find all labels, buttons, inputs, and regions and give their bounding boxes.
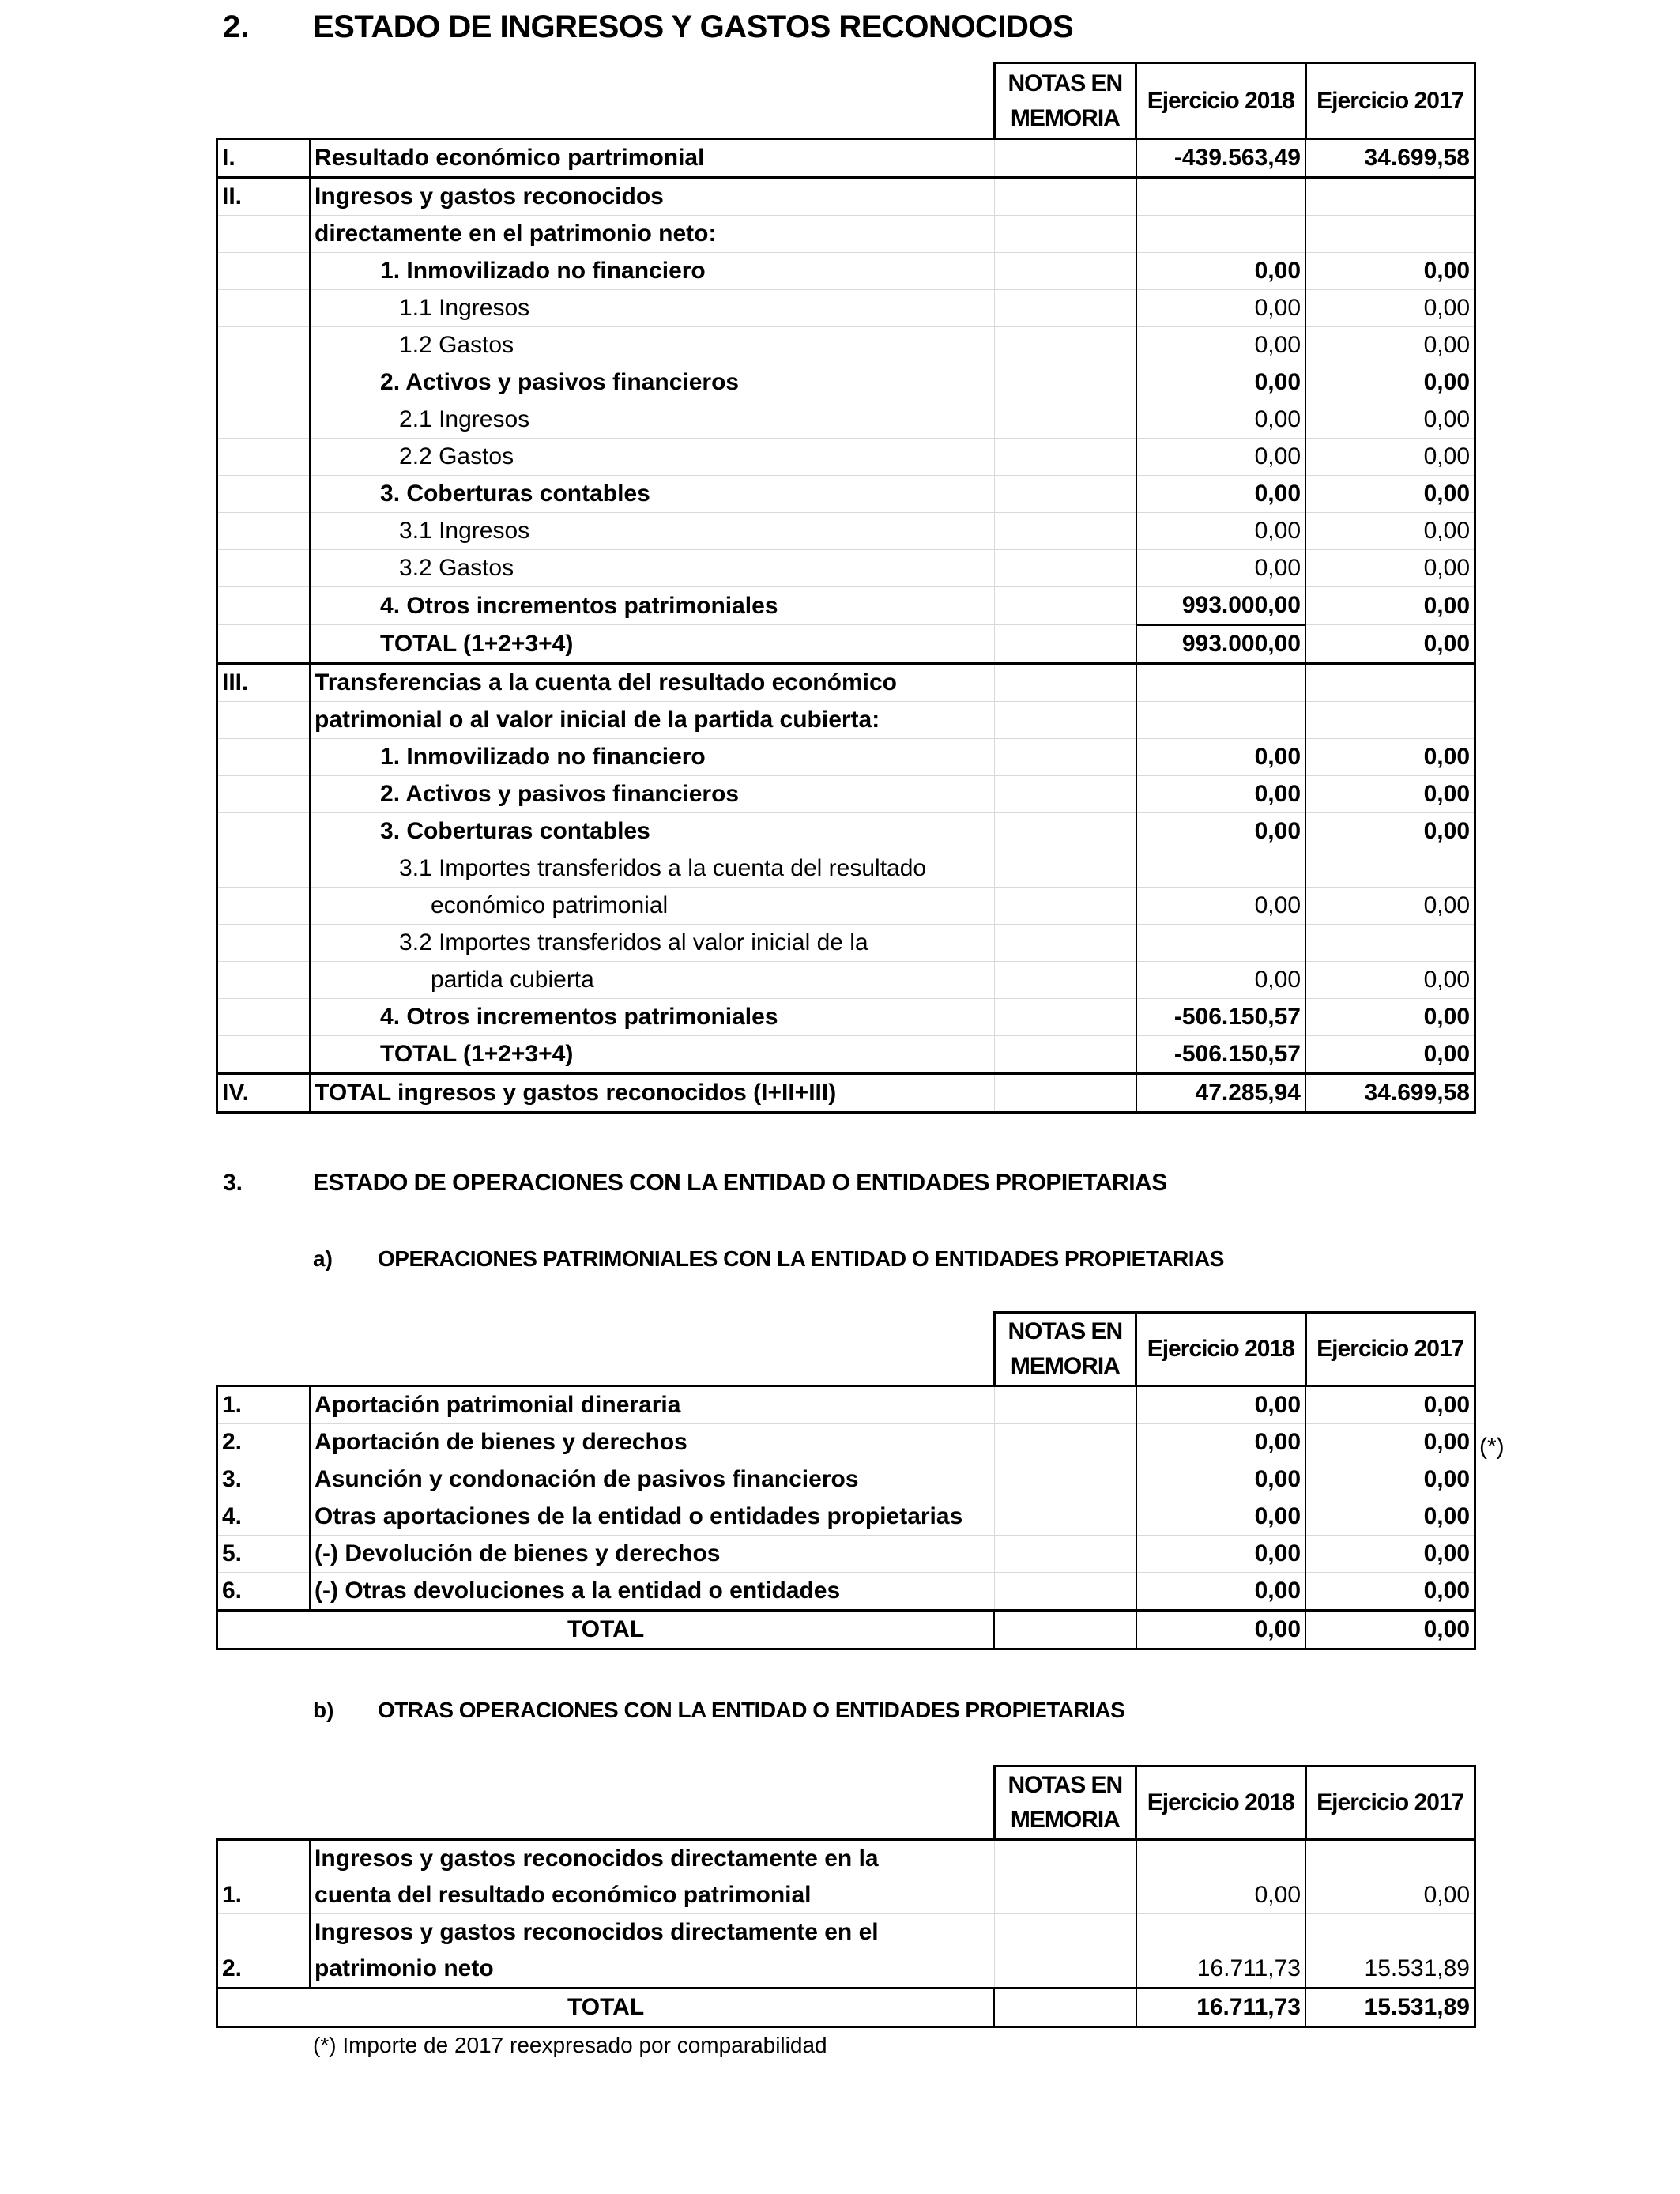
row-notas bbox=[994, 1386, 1136, 1424]
table-row bbox=[217, 550, 1475, 587]
row-code bbox=[217, 625, 311, 664]
col-2017-header: Ejercicio 2017 bbox=[1305, 1766, 1475, 1840]
row-value-2017: 0,00 bbox=[1305, 813, 1475, 850]
row-notas bbox=[994, 587, 1136, 625]
footnote: (*) Importe de 2017 reexpresado por comparabilidad bbox=[313, 2033, 827, 2057]
row-label: TOTAL (1+2+3+4) bbox=[310, 625, 994, 664]
row-code bbox=[217, 513, 311, 550]
table-row bbox=[217, 216, 1475, 253]
row-code bbox=[217, 476, 311, 513]
notas-header bbox=[994, 1766, 1136, 1840]
table-row bbox=[217, 925, 1475, 962]
row-code: 1. bbox=[217, 1840, 311, 1914]
row-notas bbox=[994, 439, 1136, 476]
table-row bbox=[217, 327, 1475, 364]
row-value-2017: 0,00 bbox=[1305, 888, 1475, 925]
table-row bbox=[217, 1036, 1475, 1074]
row-notas bbox=[994, 1461, 1136, 1498]
table-row bbox=[217, 364, 1475, 401]
section-2-number: 2. bbox=[223, 9, 250, 44]
row-value-2017: 0,00 bbox=[1305, 290, 1475, 327]
row-value-2017: 0,00 bbox=[1305, 1386, 1475, 1424]
row-code bbox=[217, 925, 311, 962]
row-notas bbox=[994, 476, 1136, 513]
row-value-2017: 0,00 bbox=[1305, 439, 1475, 476]
row-code bbox=[217, 888, 311, 925]
subsection-b-title: OTRAS OPERACIONES CON LA ENTIDAD O ENTIDADES PROPIETARIAS bbox=[378, 1698, 1125, 1722]
row-label: (-) Otras devoluciones a la entidad o entidades bbox=[310, 1573, 994, 1611]
row-label: TOTAL (1+2+3+4) bbox=[310, 1036, 994, 1074]
row-label: económico patrimonial bbox=[310, 888, 994, 925]
row-value-2018: 0,00 bbox=[1136, 401, 1305, 439]
row-notas bbox=[994, 364, 1136, 401]
row-notas bbox=[994, 1989, 1136, 2027]
row-code: 5. bbox=[217, 1536, 311, 1573]
row-value-2017: 0,00 bbox=[1305, 327, 1475, 364]
row-notas bbox=[994, 1536, 1136, 1573]
row-value-2018: 0,00 bbox=[1136, 290, 1305, 327]
row-notas bbox=[994, 1611, 1136, 1649]
row-value-2018: 0,00 bbox=[1136, 550, 1305, 587]
row-notas bbox=[994, 178, 1136, 216]
section-2-title: ESTADO DE INGRESOS Y GASTOS RECONOCIDOS bbox=[313, 9, 1074, 44]
row-value-2018: -506.150,57 bbox=[1136, 1036, 1305, 1074]
row-label: 3.2 Gastos bbox=[310, 550, 994, 587]
row-code bbox=[217, 550, 311, 587]
row-code: 1. bbox=[217, 1386, 311, 1424]
row-code: I. bbox=[217, 139, 311, 178]
row-value-2018: 993.000,00 bbox=[1136, 625, 1305, 664]
table-row bbox=[217, 178, 1475, 216]
subsection-a-title: OPERACIONES PATRIMONIALES CON LA ENTIDAD O ENTIDADES PROPIETARIAS bbox=[378, 1246, 1224, 1271]
row-value-2018: -506.150,57 bbox=[1136, 999, 1305, 1036]
row-code: IV. bbox=[217, 1074, 311, 1113]
row-notas bbox=[994, 776, 1136, 813]
table-row bbox=[217, 139, 1475, 178]
row-value-2017: 0,00 bbox=[1305, 739, 1475, 776]
row-code bbox=[217, 739, 311, 776]
row-value-2018: 993.000,00 bbox=[1136, 587, 1305, 625]
row-value-2018: 0,00 bbox=[1136, 1536, 1305, 1573]
notas-header bbox=[994, 1313, 1136, 1386]
operaciones-patrimoniales-table bbox=[216, 1311, 1476, 1650]
row-notas bbox=[994, 327, 1136, 364]
row-notas bbox=[994, 1573, 1136, 1611]
row-value-2018: 0,00 bbox=[1136, 364, 1305, 401]
row-label: 1. Inmovilizado no financiero bbox=[310, 739, 994, 776]
row-label: Otras aportaciones de la entidad o entidades propietarias bbox=[310, 1498, 994, 1536]
row-value-2018 bbox=[1136, 925, 1305, 962]
row-notas bbox=[994, 139, 1136, 178]
row-code bbox=[217, 364, 311, 401]
table-row bbox=[217, 290, 1475, 327]
row-value-2017 bbox=[1305, 178, 1475, 216]
row-value-2018: 0,00 bbox=[1136, 327, 1305, 364]
row-value-2017: 0,00 bbox=[1305, 962, 1475, 999]
row-notas bbox=[994, 999, 1136, 1036]
table-row bbox=[217, 513, 1475, 550]
row-label: 4. Otros incrementos patrimoniales bbox=[310, 587, 994, 625]
row-code bbox=[217, 1036, 311, 1074]
asterisk-mark: (*) bbox=[1479, 1434, 1505, 1460]
table-row bbox=[217, 1386, 1475, 1424]
col-2018-header: Ejercicio 2018 bbox=[1136, 1313, 1305, 1386]
row-code bbox=[217, 850, 311, 888]
row-notas bbox=[994, 1074, 1136, 1113]
row-label: TOTAL ingresos y gastos reconocidos (I+II+III) bbox=[310, 1074, 994, 1113]
row-notas bbox=[994, 888, 1136, 925]
row-value-2017: 0,00 bbox=[1305, 364, 1475, 401]
total-label: TOTAL bbox=[217, 1989, 995, 2027]
row-value-2017: 0,00 bbox=[1305, 1498, 1475, 1536]
row-notas bbox=[994, 550, 1136, 587]
total-row bbox=[217, 1989, 1475, 2027]
row-value-2017: 0,00 bbox=[1305, 476, 1475, 513]
row-value-2017: 0,00 bbox=[1305, 550, 1475, 587]
row-value-2017: 0,00 bbox=[1305, 513, 1475, 550]
row-value-2018: 0,00 bbox=[1136, 776, 1305, 813]
row-notas bbox=[994, 739, 1136, 776]
table-row bbox=[217, 1914, 1475, 1951]
notas-header bbox=[994, 63, 1136, 139]
row-value-2018: 47.285,94 bbox=[1136, 1074, 1305, 1113]
row-value-2017: 0,00 bbox=[1305, 587, 1475, 625]
row-label: 1.2 Gastos bbox=[310, 327, 994, 364]
row-notas bbox=[994, 1424, 1136, 1461]
row-code bbox=[217, 401, 311, 439]
notas-line2: MEMORIA bbox=[1010, 1807, 1120, 1833]
row-notas bbox=[994, 401, 1136, 439]
row-code: 4. bbox=[217, 1498, 311, 1536]
table-row bbox=[217, 850, 1475, 888]
row-label: (-) Devolución de bienes y derechos bbox=[310, 1536, 994, 1573]
table-row bbox=[217, 813, 1475, 850]
row-code: II. bbox=[217, 178, 311, 216]
section-3-title: ESTADO DE OPERACIONES CON LA ENTIDAD O ENTIDADES PROPIETARIAS bbox=[313, 1170, 1167, 1196]
row-label: partida cubierta bbox=[310, 962, 994, 999]
row-label: 3.2 Importes transferidos al valor inicial de la bbox=[310, 925, 994, 962]
table-row bbox=[217, 1424, 1475, 1461]
row-value-2018: 0,00 bbox=[1136, 439, 1305, 476]
row-value-2018: 0,00 bbox=[1136, 253, 1305, 290]
table-row bbox=[217, 1536, 1475, 1573]
row-value-2018: 0,00 bbox=[1136, 1424, 1305, 1461]
total-label: TOTAL bbox=[217, 1611, 995, 1649]
row-code bbox=[217, 587, 311, 625]
table-row bbox=[217, 1573, 1475, 1611]
row-value-2018: 0,00 bbox=[1136, 476, 1305, 513]
table-row bbox=[217, 664, 1475, 702]
row-label: 3. Coberturas contables bbox=[310, 476, 994, 513]
row-notas bbox=[994, 664, 1136, 702]
row-notas bbox=[994, 1840, 1136, 1914]
row-notas bbox=[994, 962, 1136, 999]
row-label: Asunción y condonación de pasivos financieros bbox=[310, 1461, 994, 1498]
table-row bbox=[217, 401, 1475, 439]
row-notas bbox=[994, 850, 1136, 888]
row-label: 2. Activos y pasivos financieros bbox=[310, 364, 994, 401]
col-2018-header: Ejercicio 2018 bbox=[1136, 63, 1305, 139]
row-label: 1.1 Ingresos bbox=[310, 290, 994, 327]
table-row bbox=[217, 1498, 1475, 1536]
section-3-number: 3. bbox=[223, 1170, 243, 1196]
row-value-2018 bbox=[1136, 664, 1305, 702]
table-row bbox=[217, 776, 1475, 813]
row-label: 4. Otros incrementos patrimoniales bbox=[310, 999, 994, 1036]
row-code: III. bbox=[217, 664, 311, 702]
row-value-2017: 0,00 bbox=[1305, 253, 1475, 290]
row-value-2017: 0,00 bbox=[1305, 1424, 1475, 1461]
row-value-2018 bbox=[1136, 850, 1305, 888]
row-value-2017: 15.531,89 bbox=[1305, 1914, 1475, 1989]
row-value-2018: -439.563,49 bbox=[1136, 139, 1305, 178]
row-value-2017: 0,00 bbox=[1305, 1036, 1475, 1074]
table-row bbox=[217, 625, 1475, 664]
row-value-2018: 0,00 bbox=[1136, 813, 1305, 850]
row-value-2018 bbox=[1136, 216, 1305, 253]
row-notas bbox=[994, 925, 1136, 962]
row-label: Aportación patrimonial dineraria bbox=[310, 1386, 994, 1424]
row-value-2018: 0,00 bbox=[1136, 1498, 1305, 1536]
row-value-2017 bbox=[1305, 850, 1475, 888]
row-code bbox=[217, 216, 311, 253]
row-notas bbox=[994, 1914, 1136, 1989]
table-row bbox=[217, 999, 1475, 1036]
row-value-2017: 0,00 bbox=[1305, 999, 1475, 1036]
row-label-line2: cuenta del resultado económico patrimonial bbox=[310, 1877, 994, 1914]
table-row bbox=[217, 1461, 1475, 1498]
row-notas bbox=[994, 1036, 1136, 1074]
row-value-2017: 0,00 bbox=[1305, 1536, 1475, 1573]
row-label-line2: patrimonio neto bbox=[310, 1951, 994, 1989]
row-code: 3. bbox=[217, 1461, 311, 1498]
total-row bbox=[217, 1611, 1475, 1649]
row-value-2018: 0,00 bbox=[1136, 962, 1305, 999]
table-row bbox=[217, 439, 1475, 476]
table-row bbox=[217, 888, 1475, 925]
row-notas bbox=[994, 625, 1136, 664]
row-label: 1. Inmovilizado no financiero bbox=[310, 253, 994, 290]
row-value-2018: 0,00 bbox=[1136, 1573, 1305, 1611]
table-row bbox=[217, 739, 1475, 776]
col-2017-header: Ejercicio 2017 bbox=[1305, 63, 1475, 139]
notas-line1: NOTAS EN bbox=[1008, 70, 1123, 96]
table-row bbox=[217, 587, 1475, 625]
total-value-2018: 16.711,73 bbox=[1136, 1989, 1305, 2027]
row-label: Transferencias a la cuenta del resultado económico bbox=[310, 664, 994, 702]
total-value-2017: 15.531,89 bbox=[1305, 1989, 1475, 2027]
row-code: 2. bbox=[217, 1914, 311, 1989]
notas-line2: MEMORIA bbox=[1010, 104, 1120, 131]
row-label: 2.2 Gastos bbox=[310, 439, 994, 476]
row-label: directamente en el patrimonio neto: bbox=[310, 216, 994, 253]
row-value-2017: 0,00 bbox=[1305, 1840, 1475, 1914]
row-notas bbox=[994, 253, 1136, 290]
row-value-2018: 16.711,73 bbox=[1136, 1914, 1305, 1989]
table-row bbox=[217, 476, 1475, 513]
otras-operaciones-table bbox=[216, 1765, 1476, 2028]
row-value-2017: 0,00 bbox=[1305, 401, 1475, 439]
row-label-line1: Ingresos y gastos reconocidos directamente en el bbox=[310, 1914, 994, 1951]
row-code bbox=[217, 327, 311, 364]
subsection-b-letter: b) bbox=[313, 1698, 334, 1722]
row-value-2018: 0,00 bbox=[1136, 888, 1305, 925]
table-row bbox=[217, 702, 1475, 739]
table-row bbox=[217, 1074, 1475, 1113]
ingresos-gastos-table bbox=[216, 62, 1476, 1114]
row-code: 2. bbox=[217, 1424, 311, 1461]
row-code: 6. bbox=[217, 1573, 311, 1611]
row-value-2018: 0,00 bbox=[1136, 513, 1305, 550]
row-label: 3. Coberturas contables bbox=[310, 813, 994, 850]
row-code bbox=[217, 776, 311, 813]
row-notas bbox=[994, 813, 1136, 850]
row-value-2017: 0,00 bbox=[1305, 776, 1475, 813]
row-code bbox=[217, 813, 311, 850]
row-value-2018 bbox=[1136, 702, 1305, 739]
row-code bbox=[217, 439, 311, 476]
row-code bbox=[217, 999, 311, 1036]
row-code bbox=[217, 702, 311, 739]
row-notas bbox=[994, 702, 1136, 739]
row-value-2018 bbox=[1136, 178, 1305, 216]
row-value-2017 bbox=[1305, 925, 1475, 962]
row-label: Resultado económico partrimonial bbox=[310, 139, 994, 178]
row-code bbox=[217, 962, 311, 999]
subsection-a-letter: a) bbox=[313, 1246, 333, 1271]
col-2017-header: Ejercicio 2017 bbox=[1305, 1313, 1475, 1386]
row-value-2017: 34.699,58 bbox=[1305, 139, 1475, 178]
row-notas bbox=[994, 216, 1136, 253]
notas-line2: MEMORIA bbox=[1010, 1353, 1120, 1379]
row-label: Aportación de bienes y derechos bbox=[310, 1424, 994, 1461]
table-header bbox=[217, 63, 1475, 139]
total-value-2018: 0,00 bbox=[1136, 1611, 1305, 1649]
row-value-2017: 0,00 bbox=[1305, 625, 1475, 664]
row-notas bbox=[994, 513, 1136, 550]
notas-line1: NOTAS EN bbox=[1008, 1772, 1123, 1798]
col-2018-header: Ejercicio 2018 bbox=[1136, 1766, 1305, 1840]
row-code bbox=[217, 253, 311, 290]
row-value-2017: 0,00 bbox=[1305, 1573, 1475, 1611]
row-value-2017 bbox=[1305, 664, 1475, 702]
table-row bbox=[217, 1840, 1475, 1878]
row-label: 3.1 Ingresos bbox=[310, 513, 994, 550]
row-label: Ingresos y gastos reconocidos bbox=[310, 178, 994, 216]
table-row bbox=[217, 253, 1475, 290]
row-value-2018: 0,00 bbox=[1136, 1461, 1305, 1498]
table-header bbox=[217, 1766, 1475, 1840]
row-code bbox=[217, 290, 311, 327]
row-label: 2. Activos y pasivos financieros bbox=[310, 776, 994, 813]
row-value-2017 bbox=[1305, 216, 1475, 253]
row-notas bbox=[994, 290, 1136, 327]
table-header bbox=[217, 1313, 1475, 1386]
row-label-line1: Ingresos y gastos reconocidos directamente en la bbox=[310, 1840, 994, 1878]
row-value-2018: 0,00 bbox=[1136, 1840, 1305, 1914]
row-notas bbox=[994, 1498, 1136, 1536]
row-value-2017: 0,00 bbox=[1305, 1461, 1475, 1498]
row-value-2017 bbox=[1305, 702, 1475, 739]
row-value-2018: 0,00 bbox=[1136, 1386, 1305, 1424]
row-value-2018: 0,00 bbox=[1136, 739, 1305, 776]
row-value-2017: 34.699,58 bbox=[1305, 1074, 1475, 1113]
table-row bbox=[217, 962, 1475, 999]
notas-line1: NOTAS EN bbox=[1008, 1318, 1123, 1344]
row-label: patrimonial o al valor inicial de la partida cubierta: bbox=[310, 702, 994, 739]
row-label: 3.1 Importes transferidos a la cuenta del resultado bbox=[310, 850, 994, 888]
row-label: 2.1 Ingresos bbox=[310, 401, 994, 439]
total-value-2017: 0,00 bbox=[1305, 1611, 1475, 1649]
